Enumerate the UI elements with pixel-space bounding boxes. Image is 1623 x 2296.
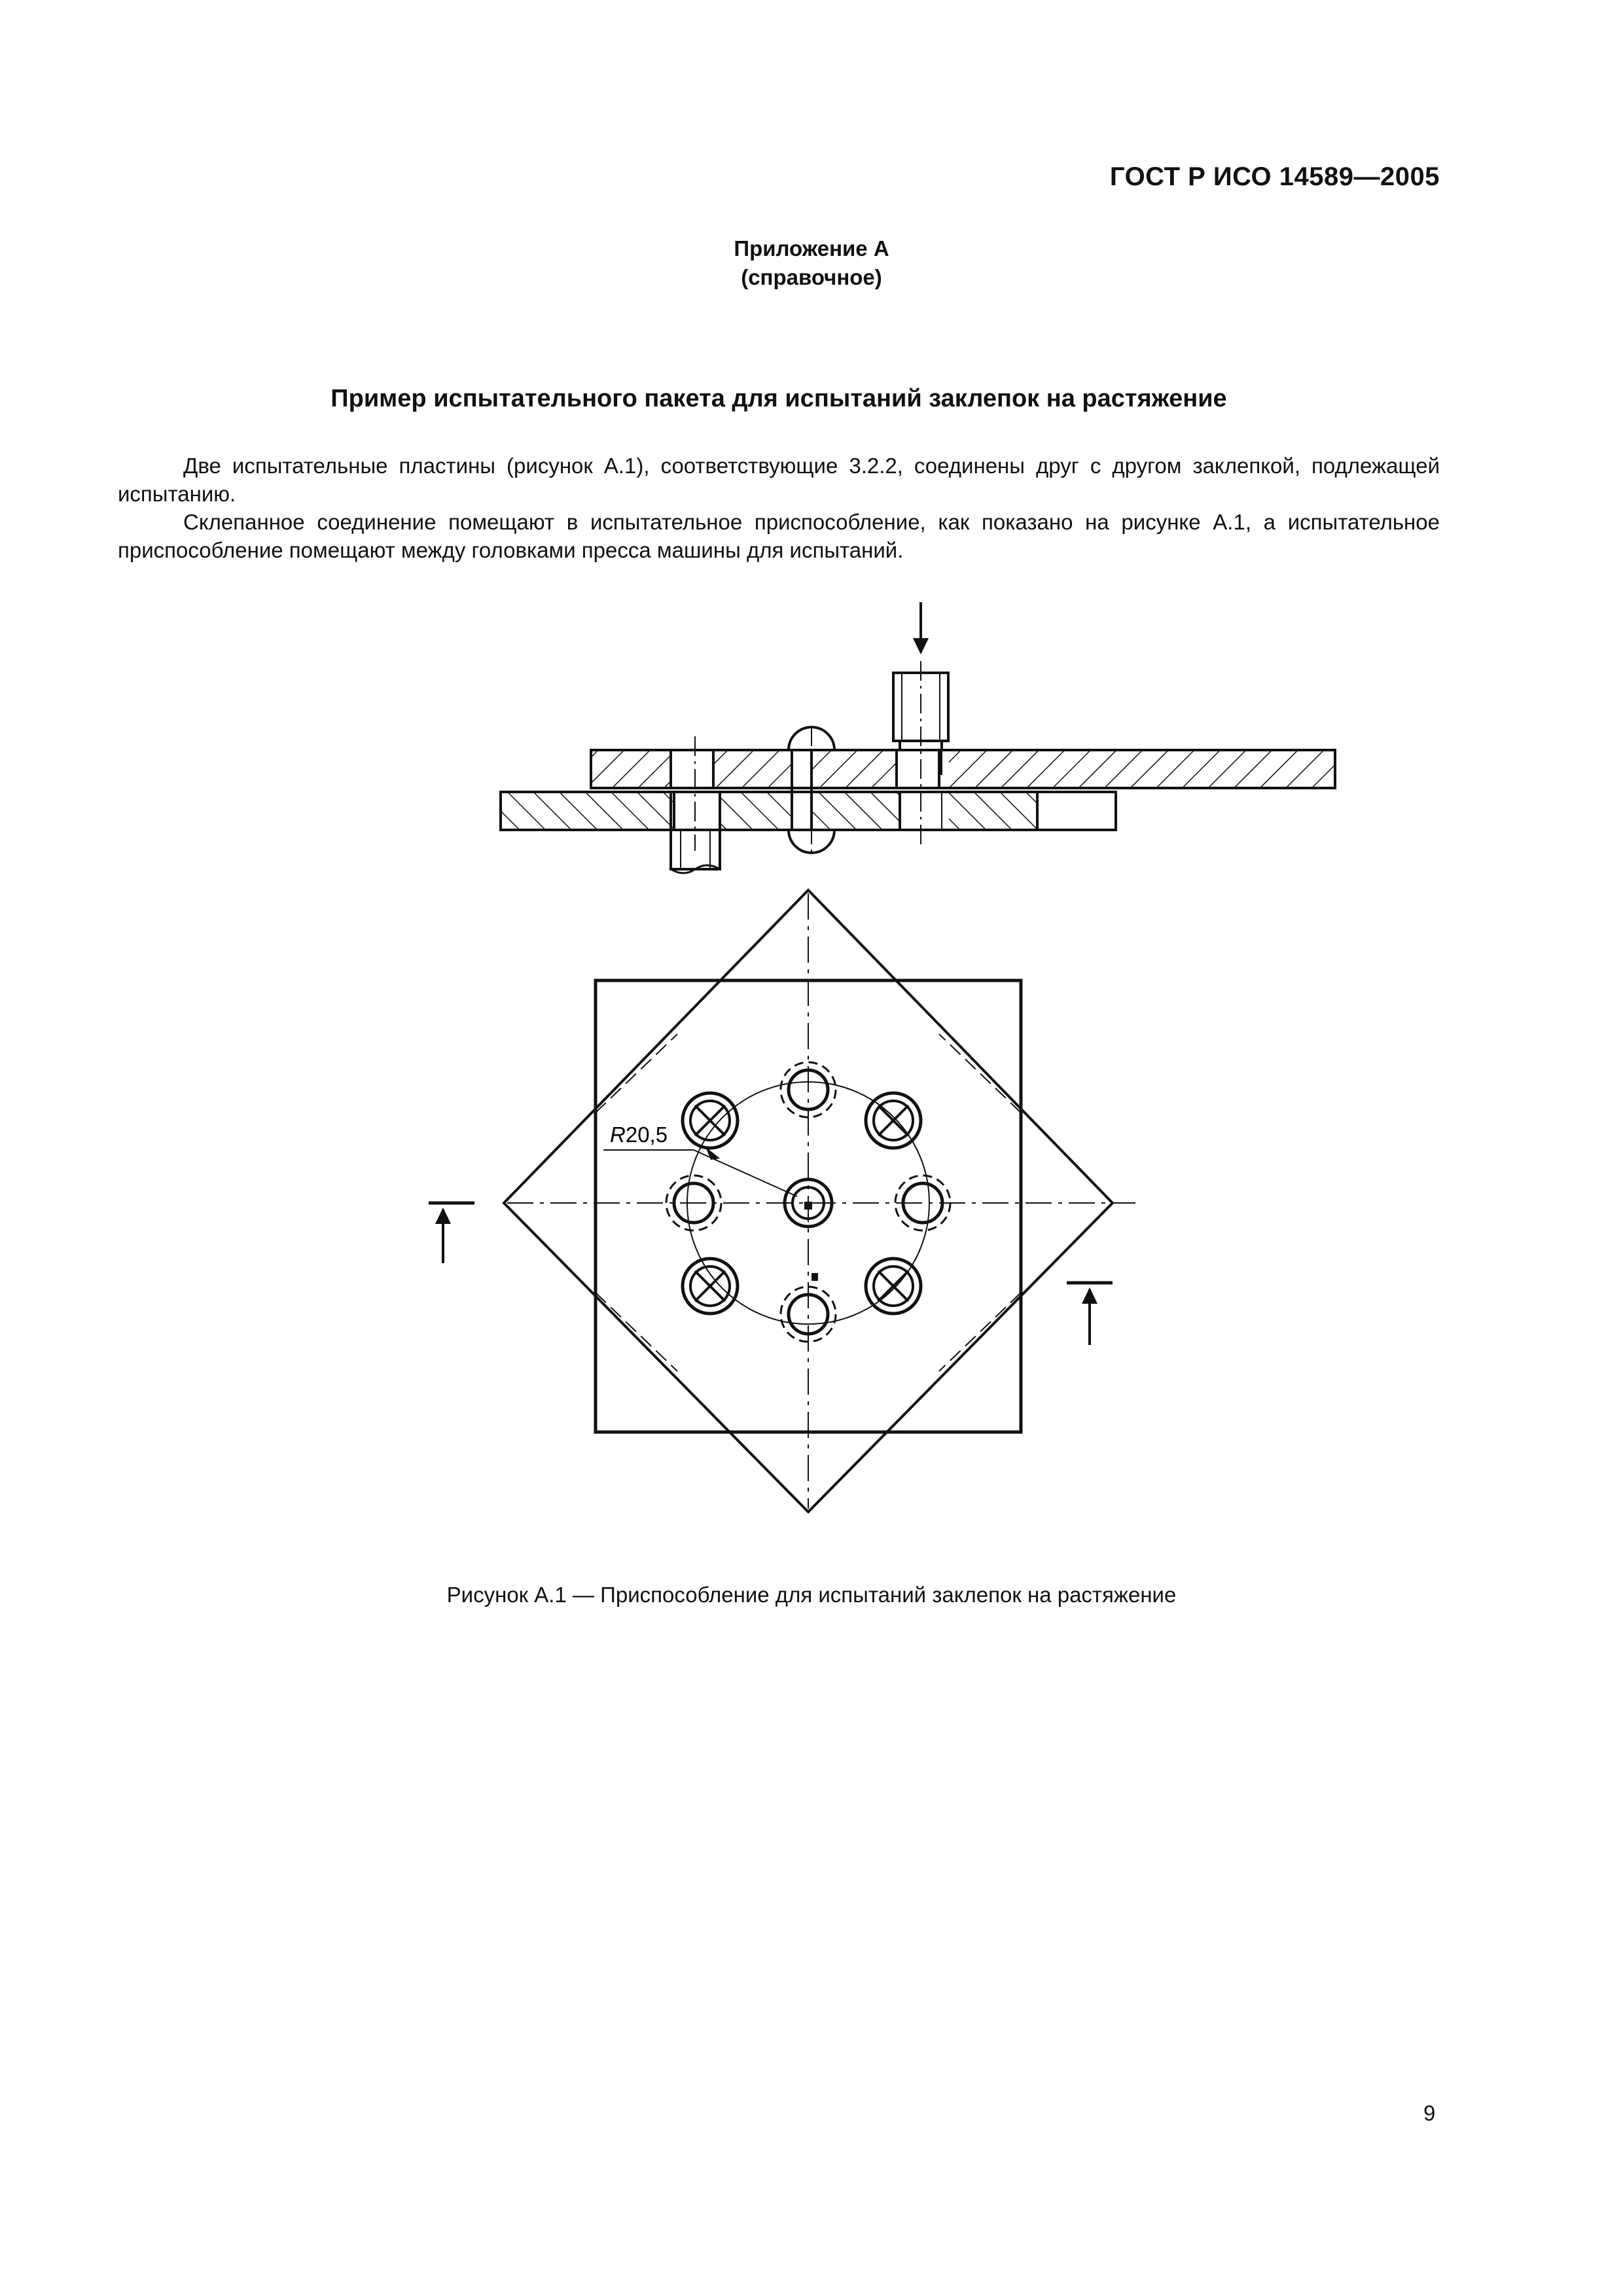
crossed-hole-bl (683, 1259, 738, 1314)
page-number: 9 (1423, 2101, 1436, 2125)
section-marker-left (429, 1203, 474, 1263)
standard-header: ГОСТ Р ИСО 14589—2005 (1109, 162, 1440, 191)
centre-hole (785, 1179, 832, 1227)
dashed-hole-right (895, 1175, 950, 1230)
paragraph-2: Склепанное соединение помещают в испытательное приспособление, как показано на рисунке А.1, а испытательное приспособление помещают между головками пресса машины для испытаний. (118, 510, 1440, 562)
crossed-hole-br (866, 1259, 921, 1314)
section-title: Пример испытательного пакета для испытаний заклепок на растяжение (330, 385, 1227, 412)
paragraph-1: Две испытательные пластины (рисунок А.1), соответствующие 3.2.2, соединены друг с другом заклепкой, подлежащей испытанию. (118, 454, 1440, 506)
section-view (501, 602, 1335, 873)
dashed-hole-bottom (781, 1287, 836, 1342)
figure-caption: Рисунок А.1 — Приспособление для испытаний заклепок на растяжение (446, 1583, 1177, 1607)
section-marker-right (1067, 1283, 1113, 1345)
annex-title: Приложение А (734, 236, 889, 260)
annex-type: (справочное) (741, 265, 882, 289)
radius-label-prefix: R (610, 1122, 626, 1147)
crossed-hole-tr (866, 1093, 921, 1148)
plan-view (429, 890, 1135, 1512)
crossed-hole-tl (683, 1093, 738, 1148)
radius-label (610, 1122, 668, 1147)
radius-label-value: 20,5 (625, 1122, 668, 1147)
